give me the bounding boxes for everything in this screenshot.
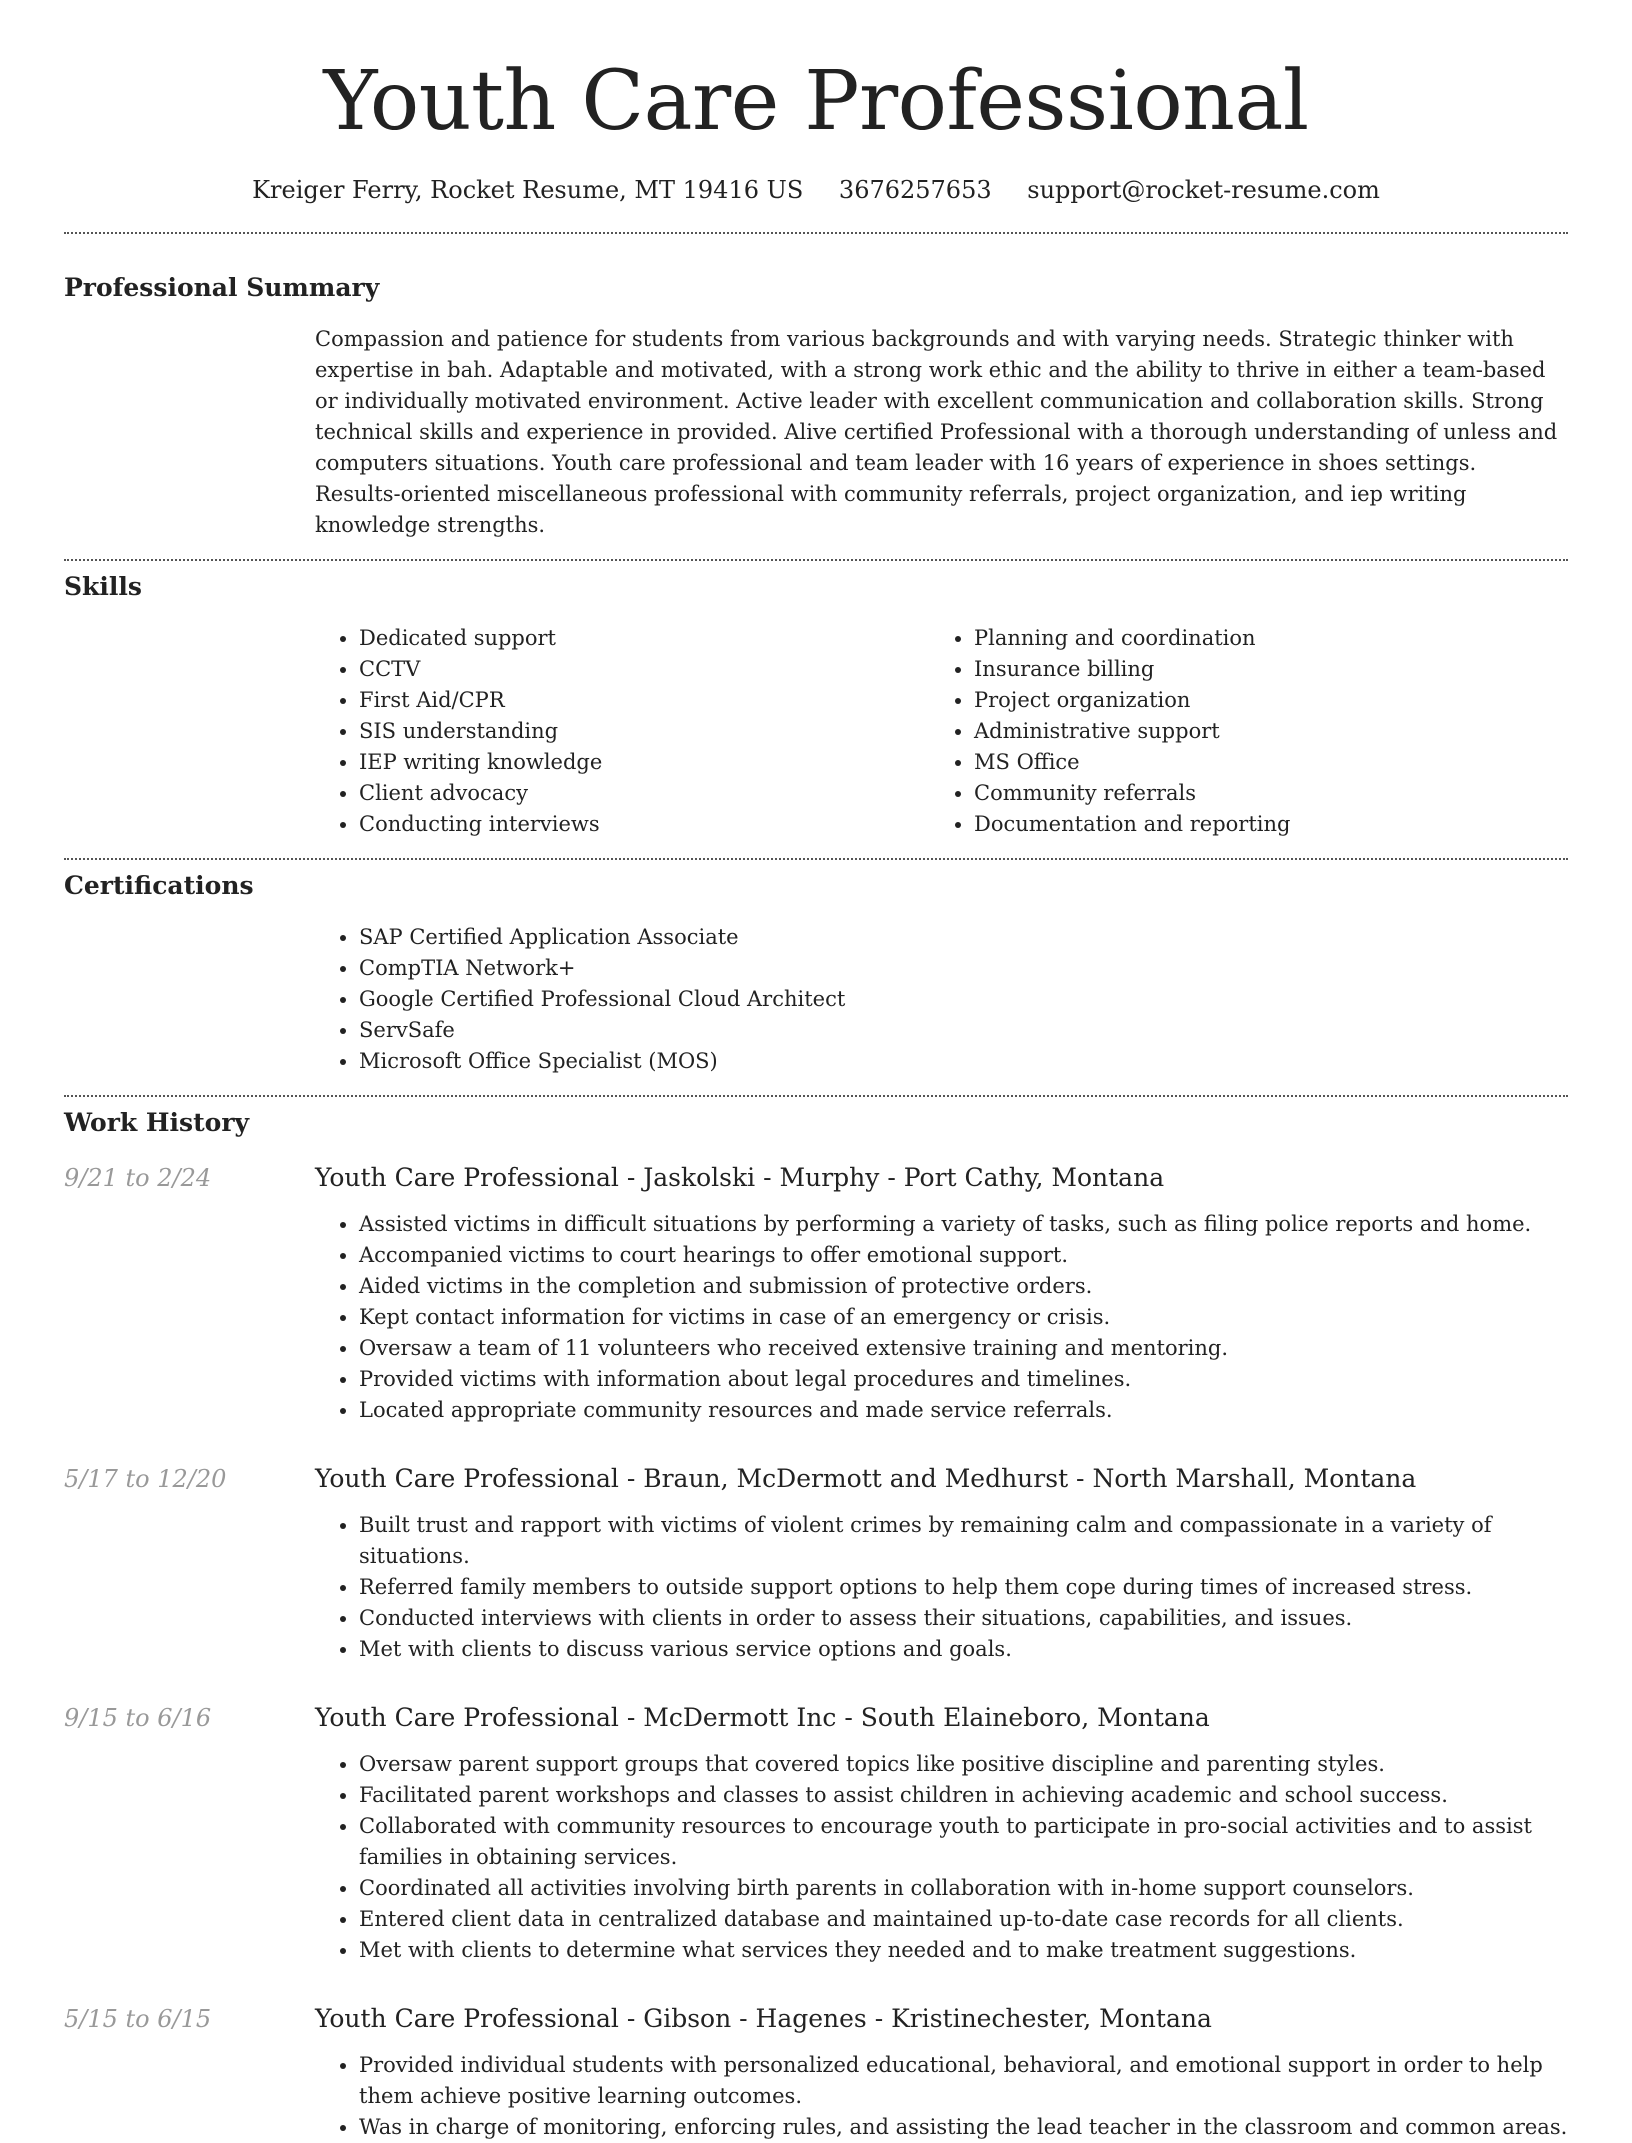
job-title: Youth Care Professional - Gibson - Hagenes - Kristinechester, Montana bbox=[315, 2004, 1212, 2033]
job-bullet: • Referred family members to outside support options to help them cope during times of increased stress. bbox=[359, 1572, 1568, 1603]
skill-item: • Project organization bbox=[974, 685, 1545, 716]
section-title-summary: Professional Summary bbox=[64, 273, 380, 302]
section-title-skills: Skills bbox=[64, 572, 142, 601]
skill-item: • MS Office bbox=[974, 747, 1545, 778]
job-bullet: • Met with clients to discuss various service options and goals. bbox=[359, 1634, 1568, 1665]
job-bullets bbox=[315, 1209, 1568, 1426]
job-entry bbox=[64, 1462, 1568, 1665]
job-bullet: • Oversaw a team of 11 volunteers who received extensive training and mentoring. bbox=[359, 1333, 1568, 1364]
job-bullet: • Collaborated with community resources to encourage youth to participate in pro-social activities and to assist families in obtaining services. bbox=[359, 1811, 1568, 1873]
resume-header bbox=[64, 0, 1568, 206]
job-bullet: • Located appropriate community resources and made service referrals. bbox=[359, 1395, 1568, 1426]
job-dates: 9/21 to 2/24 bbox=[64, 1164, 212, 1192]
skill-item: • Dedicated support bbox=[359, 623, 930, 654]
skill-item: • Insurance billing bbox=[974, 654, 1545, 685]
skills-section bbox=[64, 561, 1568, 840]
contact-address: Kreiger Ferry, Rocket Resume, MT 19416 US bbox=[252, 176, 804, 204]
certification-item: • CompTIA Network+ bbox=[359, 953, 1568, 984]
contact-phone: 3676257653 bbox=[838, 176, 992, 204]
job-entry bbox=[64, 1701, 1568, 1966]
job-bullet: • Provided individual students with personalized educational, behavioral, and emotional support in order to help them achieve positive learning outcomes. bbox=[359, 2050, 1568, 2112]
skill-item: • Documentation and reporting bbox=[974, 809, 1545, 840]
resume-page bbox=[64, 0, 1568, 2143]
certifications-section bbox=[64, 860, 1568, 1077]
work-history-section bbox=[64, 1097, 1568, 2143]
job-bullet: • Accompanied victims to court hearings to offer emotional support. bbox=[359, 1240, 1568, 1271]
job-bullets bbox=[315, 2050, 1568, 2143]
job-bullet: • Conducted interviews with clients in order to assess their situations, capabilities, and issues. bbox=[359, 1603, 1568, 1634]
skills-list-left bbox=[315, 623, 930, 840]
skill-item: • Administrative support bbox=[974, 716, 1545, 747]
summary-section bbox=[64, 234, 1568, 541]
certifications-body bbox=[315, 922, 1568, 1077]
job-bullet: • Aided victims in the completion and submission of protective orders. bbox=[359, 1271, 1568, 1302]
certification-item: • Google Certified Professional Cloud Architect bbox=[359, 984, 1568, 1015]
section-title-work-history: Work History bbox=[64, 1108, 250, 1137]
skill-item: • Community referrals bbox=[974, 778, 1545, 809]
certifications-list bbox=[315, 922, 1568, 1077]
job-bullet: • Entered client data in centralized database and maintained up-to-date case records for all clients. bbox=[359, 1904, 1568, 1935]
job-bullet: • Facilitated parent workshops and classes to assist children in achieving academic and school success. bbox=[359, 1780, 1568, 1811]
job-title: Youth Care Professional - Jaskolski - Murphy - Port Cathy, Montana bbox=[315, 1163, 1165, 1192]
job-dates: 9/15 to 6/16 bbox=[64, 1704, 212, 1732]
job-bullet: • Assisted victims in difficult situations by performing a variety of tasks, such as filing police reports and home. bbox=[359, 1209, 1568, 1240]
job-entry bbox=[64, 2002, 1568, 2143]
job-bullet: • Kept contact information for victims in case of an emergency or crisis. bbox=[359, 1302, 1568, 1333]
job-bullet: • Oversaw parent support groups that covered topics like positive discipline and parenting styles. bbox=[359, 1749, 1568, 1780]
job-title: Youth Care Professional - McDermott Inc - South Elaineboro, Montana bbox=[315, 1703, 1210, 1732]
job-bullet: • Coordinated all activities involving birth parents in collaboration with in-home support counselors. bbox=[359, 1873, 1568, 1904]
skill-item: • Client advocacy bbox=[359, 778, 930, 809]
job-bullet: • Built trust and rapport with victims of violent crimes by remaining calm and compassionate in a variety of situations. bbox=[359, 1510, 1568, 1572]
candidate-name: Youth Care Professional bbox=[323, 54, 1309, 149]
job-bullet: • Provided victims with information about legal procedures and timelines. bbox=[359, 1364, 1568, 1395]
skill-item: • CCTV bbox=[359, 654, 930, 685]
job-bullet: • Was in charge of monitoring, enforcing rules, and assisting the lead teacher in the classroom and common areas. bbox=[359, 2112, 1568, 2143]
certification-item: • SAP Certified Application Associate bbox=[359, 922, 1568, 953]
contact-email: support@rocket-resume.com bbox=[1027, 176, 1380, 204]
job-entry bbox=[64, 1161, 1568, 1426]
summary-text: Compassion and patience for students from various backgrounds and with varying needs. Strategic thinker with expertise in bah. Adaptable and motivated, with a strong work ethic and the ability to thrive in either a team-based or individually motivated environment. Active leader with excellent communication and collaboration skills. Strong technical skills and experience in provided. Alive certified Professional with a thorough understanding of unless and computers situations. Youth care professional and team leader with 16 years of experience in shoes settings. Results-oriented miscellaneous professional with community referrals, project organization, and iep writing knowledge strengths. bbox=[315, 327, 1558, 537]
job-bullet: • Met with clients to determine what services they needed and to make treatment suggestions. bbox=[359, 1935, 1568, 1966]
certification-item: • ServSafe bbox=[359, 1015, 1568, 1046]
skill-item: • Planning and coordination bbox=[974, 623, 1545, 654]
skill-item: • Conducting interviews bbox=[359, 809, 930, 840]
job-bullets bbox=[315, 1510, 1568, 1665]
job-dates: 5/15 to 6/15 bbox=[64, 2005, 212, 2033]
skill-item: • First Aid/CPR bbox=[359, 685, 930, 716]
skills-grid bbox=[315, 623, 1568, 840]
skill-item: • SIS understanding bbox=[359, 716, 930, 747]
skills-list-right bbox=[930, 623, 1545, 840]
job-title: Youth Care Professional - Braun, McDermott and Medhurst - North Marshall, Montana bbox=[315, 1464, 1417, 1493]
certification-item: • Microsoft Office Specialist (MOS) bbox=[359, 1046, 1568, 1077]
contact-line bbox=[64, 174, 1568, 206]
job-bullets bbox=[315, 1749, 1568, 1966]
skill-item: • IEP writing knowledge bbox=[359, 747, 930, 778]
job-dates: 5/17 to 12/20 bbox=[64, 1465, 227, 1493]
section-title-certifications: Certifications bbox=[64, 871, 254, 900]
